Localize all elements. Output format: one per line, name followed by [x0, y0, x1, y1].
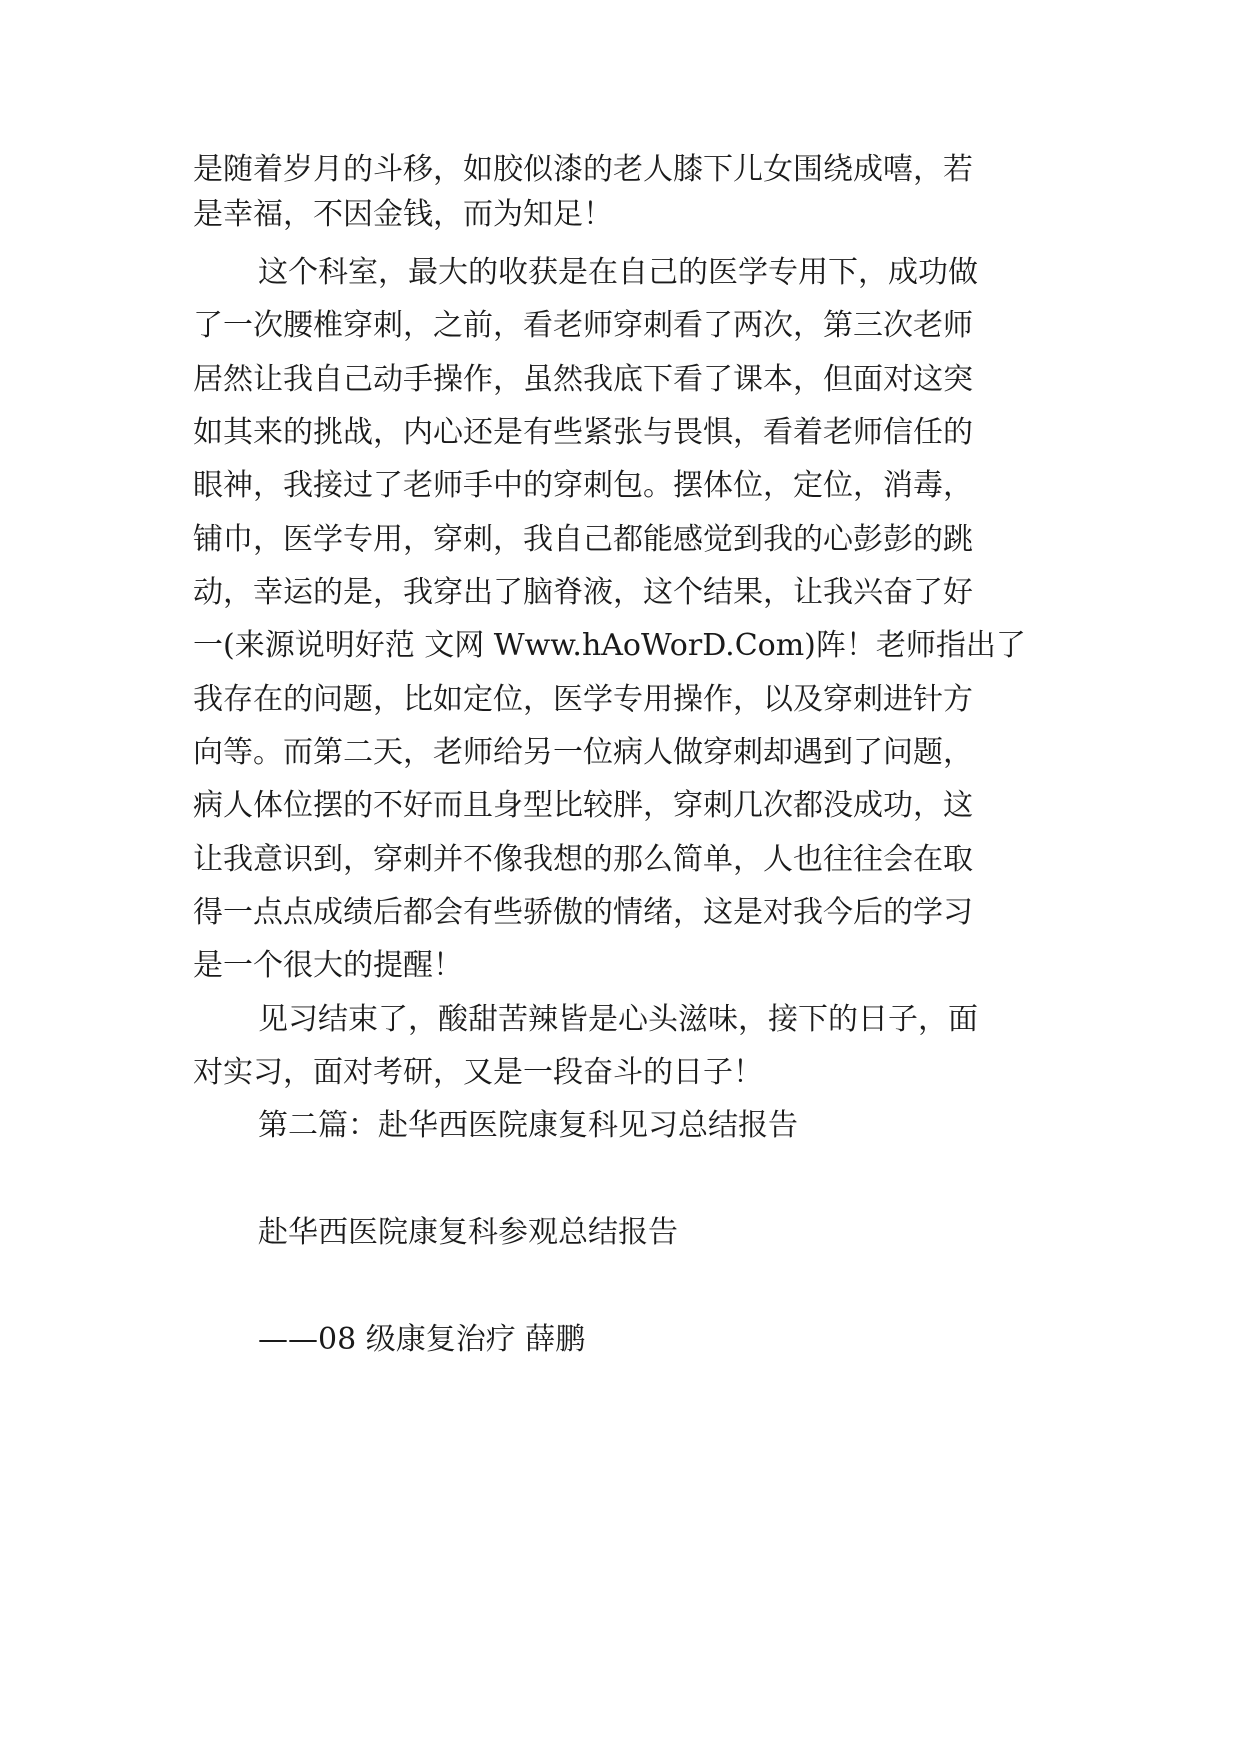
- paragraph-line: 是随着岁月的斗移，如胶似漆的老人膝下儿女围绕成嘻，若: [193, 152, 973, 187]
- paragraph-line: 我存在的问题，比如定位，医学专用操作，以及穿刺进针方: [193, 682, 973, 717]
- paragraph-line: 一(来源说明好范 文网 Www.hAoWorD.Com)阵！老师指出了: [193, 628, 1026, 663]
- paragraph-line: 是幸福，不因金钱，而为知足！: [193, 197, 613, 232]
- paragraph-line: 病人体位摆的不好而且身型比较胖，穿刺几次都没成功，这: [193, 788, 973, 823]
- paragraph-line: 了一次腰椎穿刺，之前，看老师穿刺看了两次，第三次老师: [193, 308, 973, 343]
- section-heading: 第二篇：赴华西医院康复科见习总结报告: [258, 1108, 798, 1143]
- paragraph-line: 如其来的挑战，内心还是有些紧张与畏惧，看着老师信任的: [193, 415, 973, 450]
- paragraph-line: 向等。而第二天，老师给另一位病人做穿刺却遇到了问题，: [193, 735, 973, 770]
- paragraph-line: 得一点点成绩后都会有些骄傲的情绪，这是对我今后的学习: [193, 895, 973, 930]
- author-line: ——08 级康复治疗 薛鹏: [258, 1322, 586, 1357]
- paragraph-line: 这个科室，最大的收获是在自己的医学专用下，成功做: [258, 255, 978, 290]
- paragraph-line: 对实习，面对考研，又是一段奋斗的日子！: [193, 1055, 763, 1090]
- paragraph-line: 让我意识到，穿刺并不像我想的那么简单，人也往往会在取: [193, 842, 973, 877]
- paragraph-line: 是一个很大的提醒！: [193, 948, 463, 983]
- paragraph-line: 铺巾，医学专用，穿刺，我自己都能感觉到我的心彭彭的跳: [193, 522, 973, 557]
- report-title: 赴华西医院康复科参观总结报告: [258, 1215, 678, 1250]
- paragraph-line: 动，幸运的是，我穿出了脑脊液，这个结果，让我兴奋了好: [193, 575, 973, 610]
- paragraph-line: 居然让我自己动手操作，虽然我底下看了课本，但面对这突: [193, 362, 973, 397]
- paragraph-line: 见习结束了，酸甜苦辣皆是心头滋味，接下的日子，面: [258, 1002, 978, 1037]
- paragraph-line: 眼神，我接过了老师手中的穿刺包。摆体位，定位，消毒，: [193, 468, 973, 503]
